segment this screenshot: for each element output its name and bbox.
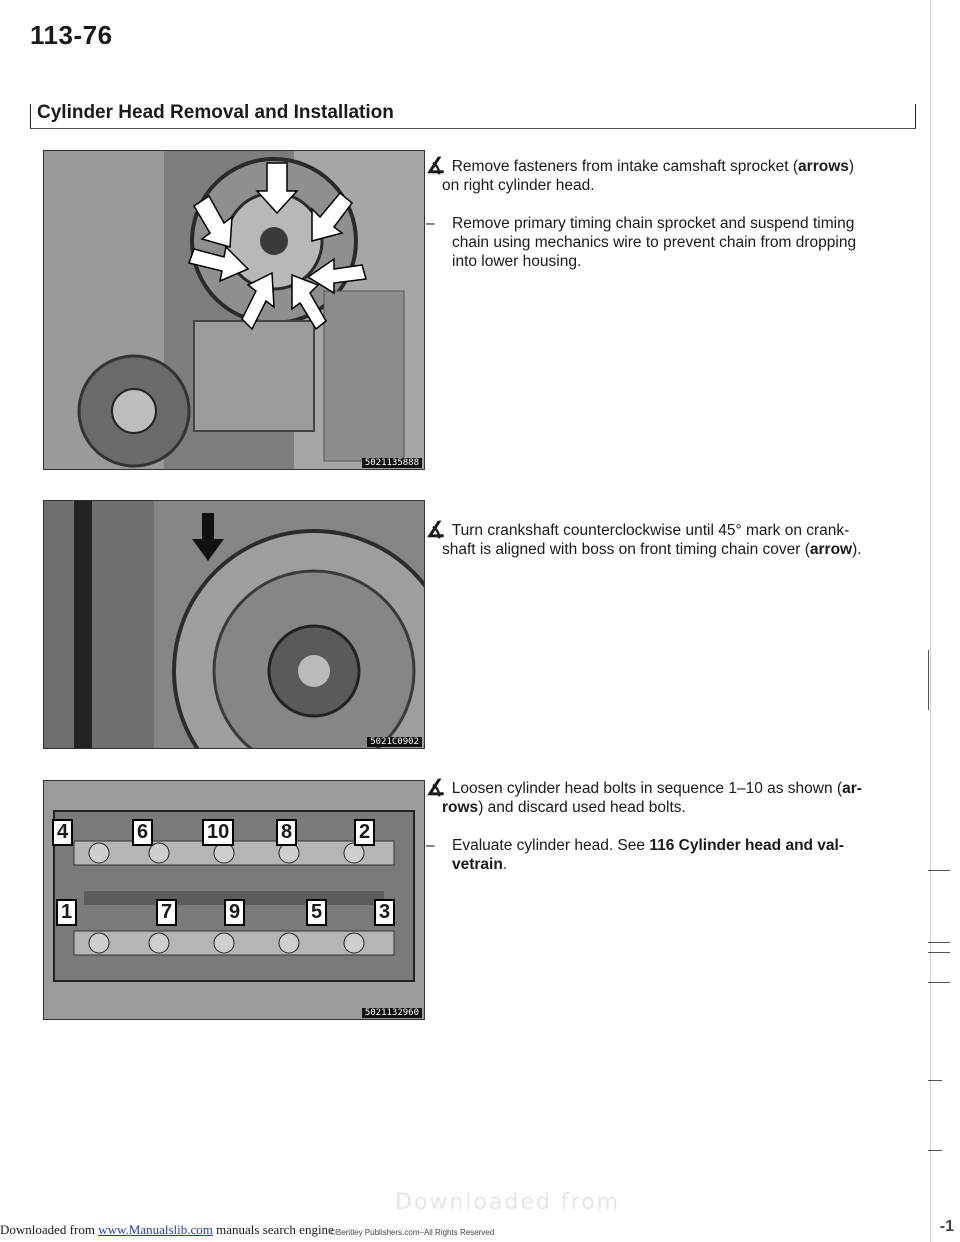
step-text: Turn crankshaft counterclockwise until 45° mark on crank- bbox=[451, 522, 850, 539]
crankshaft-pulley-photo bbox=[44, 501, 424, 748]
step-emphasis: arrow bbox=[809, 541, 853, 558]
step-text: . bbox=[502, 856, 508, 873]
bolt-number: 10 bbox=[202, 819, 234, 846]
bolt-number: 4 bbox=[52, 819, 73, 846]
step-text: Evaluate cylinder head. See bbox=[452, 837, 650, 854]
step-remove-fasteners bbox=[426, 153, 896, 195]
step-emphasis: arrows bbox=[798, 158, 849, 175]
figure-id-label: 5021C0902 bbox=[367, 737, 422, 747]
cross-reference-link[interactable]: 116 Cylinder head and val- bbox=[649, 837, 845, 854]
step-text: Loosen cylinder head bolts in sequence 1–10 as shown ( bbox=[451, 780, 843, 797]
bolt-number: 3 bbox=[374, 899, 395, 926]
figure-crankshaft-pulley bbox=[43, 500, 425, 749]
section-title: Cylinder Head Removal and Installation bbox=[37, 102, 394, 123]
bolt-number: 2 bbox=[354, 819, 375, 846]
bolt-number: 5 bbox=[306, 899, 327, 926]
step-remove-primary-sprocket bbox=[426, 214, 896, 271]
step-text: ) bbox=[848, 158, 855, 175]
step-turn-crankshaft bbox=[426, 517, 896, 559]
figure-pointer-icon: ∡ bbox=[426, 517, 446, 542]
bolt-number: 6 bbox=[132, 819, 153, 846]
step-text: ). bbox=[852, 541, 862, 558]
bolt-number: 8 bbox=[276, 819, 297, 846]
step-text: into lower housing. bbox=[452, 253, 582, 270]
footer-text: manuals search engine bbox=[212, 1222, 334, 1237]
footer-page-mark: -1 bbox=[939, 1218, 954, 1235]
camshaft-sprocket-photo bbox=[44, 151, 424, 469]
footer-download-notice bbox=[0, 1222, 334, 1238]
figure-pointer-icon: ∡ bbox=[426, 153, 446, 178]
step-text: chain using mechanics wire to prevent chain from dropping bbox=[452, 234, 857, 251]
bolt-number: 1 bbox=[56, 899, 77, 926]
page-edge-marks bbox=[920, 0, 960, 1242]
figure-pointer-icon: ∡ bbox=[426, 775, 446, 800]
page-number: 113-76 bbox=[30, 20, 113, 50]
figure-cylinder-head-bolts bbox=[43, 780, 425, 1020]
figure-id-label: 5021135888 bbox=[362, 458, 422, 468]
watermark: Downloaded from bbox=[395, 1190, 621, 1215]
figure-id-label: 5021132960 bbox=[362, 1008, 422, 1018]
step-text: shaft is aligned with boss on front timing chain cover ( bbox=[442, 541, 810, 558]
bolt-number: 7 bbox=[156, 899, 177, 926]
step-emphasis: ar- bbox=[842, 780, 862, 797]
footer-text: Downloaded from bbox=[0, 1222, 99, 1237]
bolt-number: 9 bbox=[224, 899, 245, 926]
step-text: on right cylinder head. bbox=[442, 177, 595, 194]
bullet-dash: – bbox=[426, 837, 435, 854]
bullet-dash: – bbox=[426, 215, 435, 232]
cross-reference-link[interactable]: vetrain bbox=[452, 856, 503, 873]
step-text: Remove fasteners from intake camshaft sprocket ( bbox=[451, 158, 799, 175]
step-loosen-head-bolts bbox=[426, 775, 896, 817]
step-emphasis: rows bbox=[442, 799, 479, 816]
footer-copyright: ©Bentley Publishers.com–All Rights Reserved bbox=[330, 1228, 495, 1237]
step-text: ) and discard used head bolts. bbox=[478, 799, 686, 816]
step-text: Remove primary timing chain sprocket and suspend timing bbox=[452, 215, 855, 232]
section-title-bar bbox=[30, 104, 916, 129]
figure-camshaft-sprocket bbox=[43, 150, 425, 470]
manualslib-link[interactable]: www.Manualslib.com bbox=[98, 1222, 213, 1237]
step-evaluate-cylinder-head bbox=[426, 836, 896, 874]
